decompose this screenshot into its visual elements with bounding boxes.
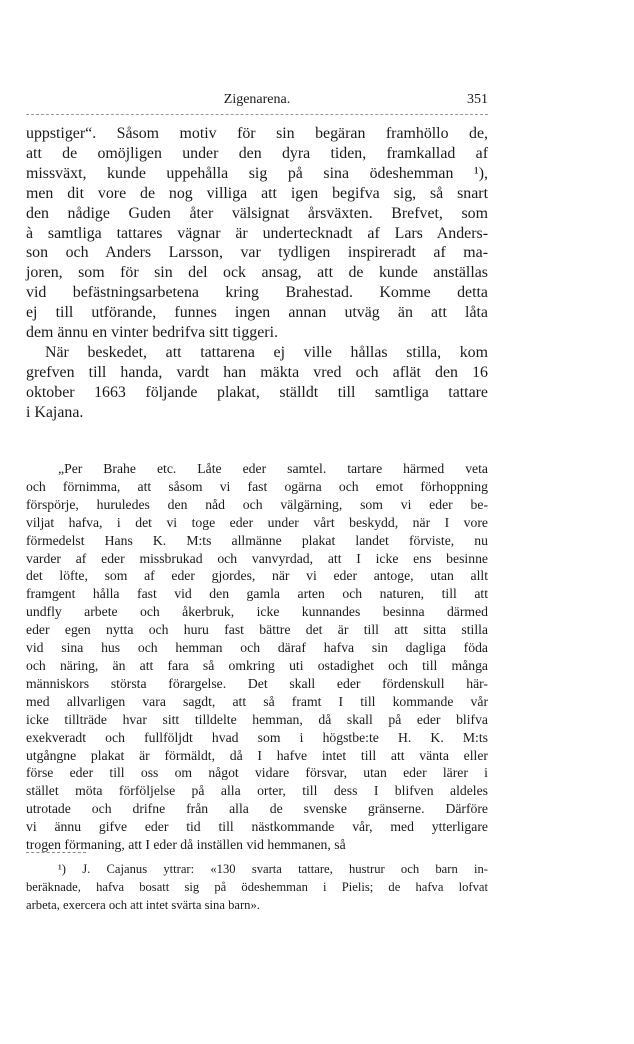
text-line: oktober 1663 följande plakat, ställdt till samtliga tattare [26, 383, 488, 401]
main-text [26, 124, 488, 423]
quote-line: det löfte, som af eder gjordes, när vi eder antoge, utan allt [26, 568, 488, 584]
text-line: à samtliga tattares vägnar är undertecknadt af Lars Anders- [26, 224, 488, 242]
text-line: dem ännu en vinter bedrifva sitt tiggeri. [26, 324, 278, 342]
quote-line: undfly arbete och åkerbruk, icke kunnandes besinna därmed [26, 604, 488, 620]
quote-line: och förnimma, att såsom vi fast ogärna och emot förhoppning [26, 478, 488, 494]
running-title: Zigenarena. [223, 92, 291, 107]
footnote [26, 860, 488, 914]
text-line: När beskedet, att tattarena ej ville hållas stilla, kom [45, 343, 488, 361]
quote-line: förmedelst Hans K. M:ts allmänne plakat landet förviste, nu [26, 532, 488, 548]
quote-line: exekveradt och fullföljdt hvad som i högstbe:te H. K. M:ts [26, 729, 488, 745]
text-line: ej till utförande, funnes ingen annan utväg än att låta [26, 304, 488, 322]
quote-line: vid sina hus och hemman och däraf hafva sin dagliga föda [26, 640, 488, 656]
quote-line: förse eder till oss om något vidare försvar, utan eder lärer i [26, 765, 488, 781]
footnote-line: ¹) J. Cajanus yttrar: «130 svarta tattare, hustrur och barn in- [58, 862, 488, 876]
paragraph-2 [26, 343, 488, 423]
text-line: missväxt, kunde uppehålla sig på sina ödeshemman ¹), [26, 164, 488, 182]
footnote-line: beräknade, hafva bosatt sig på ödeshemman i Pielis; de hafva lofvat [26, 880, 488, 894]
footnote-line: arbeta, exercera och att intet svärta sina barn». [26, 898, 260, 912]
quote-line: viljat hafva, i det vi toge eder under vårt beskydd, när I vore [26, 514, 488, 530]
quote-line: och näring, än att fara så omkring uti ostadighet och till många [26, 657, 488, 673]
quote-line: stället möta förföljelse på alla orter, till dess I blifven aldeles [26, 783, 488, 799]
text-line: son och Anders Larsson, var tydligen inspireradt af ma- [26, 244, 488, 262]
paragraph-1 [26, 124, 488, 343]
text-line: vid befästningsarbetena kring Brahestad. Komme detta [26, 284, 488, 302]
text-line: uppstiger“. Såsom motiv för sin begäran framhöllo de, [26, 125, 488, 142]
quote-line: förspörje, huruledes den nåd och välgärning, som vi eder be- [26, 496, 488, 512]
quoted-proclamation [26, 460, 488, 854]
text-line: att de omöjligen under den dyra tiden, framkallad af [26, 144, 488, 162]
quote-line: med allvarligen vara sagdt, att så framt I till kommande vår [26, 693, 488, 709]
page-header [26, 92, 488, 112]
quote-line: vi ännu gifve eder tid till nästkommande vår, med ytterligare [26, 819, 488, 835]
text-line: men dit vore de nog villiga att igen begifva sig, så snart [26, 184, 488, 202]
quote-line: varder af eder missbrukad och vanvyrdad, att I icke ens besinne [26, 550, 488, 566]
text-line: den nådige Guden åter välsignat årsväxten. Brefvet, som [26, 204, 488, 222]
text-line: i Kajana. [26, 403, 84, 421]
quote-line: framgent hålla fast vid den gamla arten och naturen, till att [26, 586, 488, 602]
quote-line: „Per Brahe etc. Låte eder samtel. tartare härmed veta [58, 461, 488, 476]
page-number: 351 [467, 92, 488, 107]
quote-line: utrotade och drifne från alla de svenske gränserne. Därföre [26, 801, 488, 817]
quote-line: trogen förmaning, att I eder då inställen vid hemmanen, så [26, 837, 346, 853]
text-line: grefven till handa, vardt han mäkta vred och aflät den 16 [26, 363, 488, 381]
quote-line: utgångne plakat är förmäldt, då I hafve intet till att vänta eller [26, 747, 488, 763]
quote-line: eder egen nytta och huru fast bättre det är till att sitta stilla [26, 622, 488, 638]
footnote-rule [26, 852, 86, 853]
quote-line: icke tillträde hvar sitt tilldelte hemman, då skall på eder blifva [26, 711, 488, 727]
quote-line: människors största förargelse. Det skall eder fördenskull här- [26, 675, 488, 691]
header-rule [26, 114, 488, 115]
text-line: joren, som för sin del ock ansag, att de kunde anställas [26, 264, 488, 282]
